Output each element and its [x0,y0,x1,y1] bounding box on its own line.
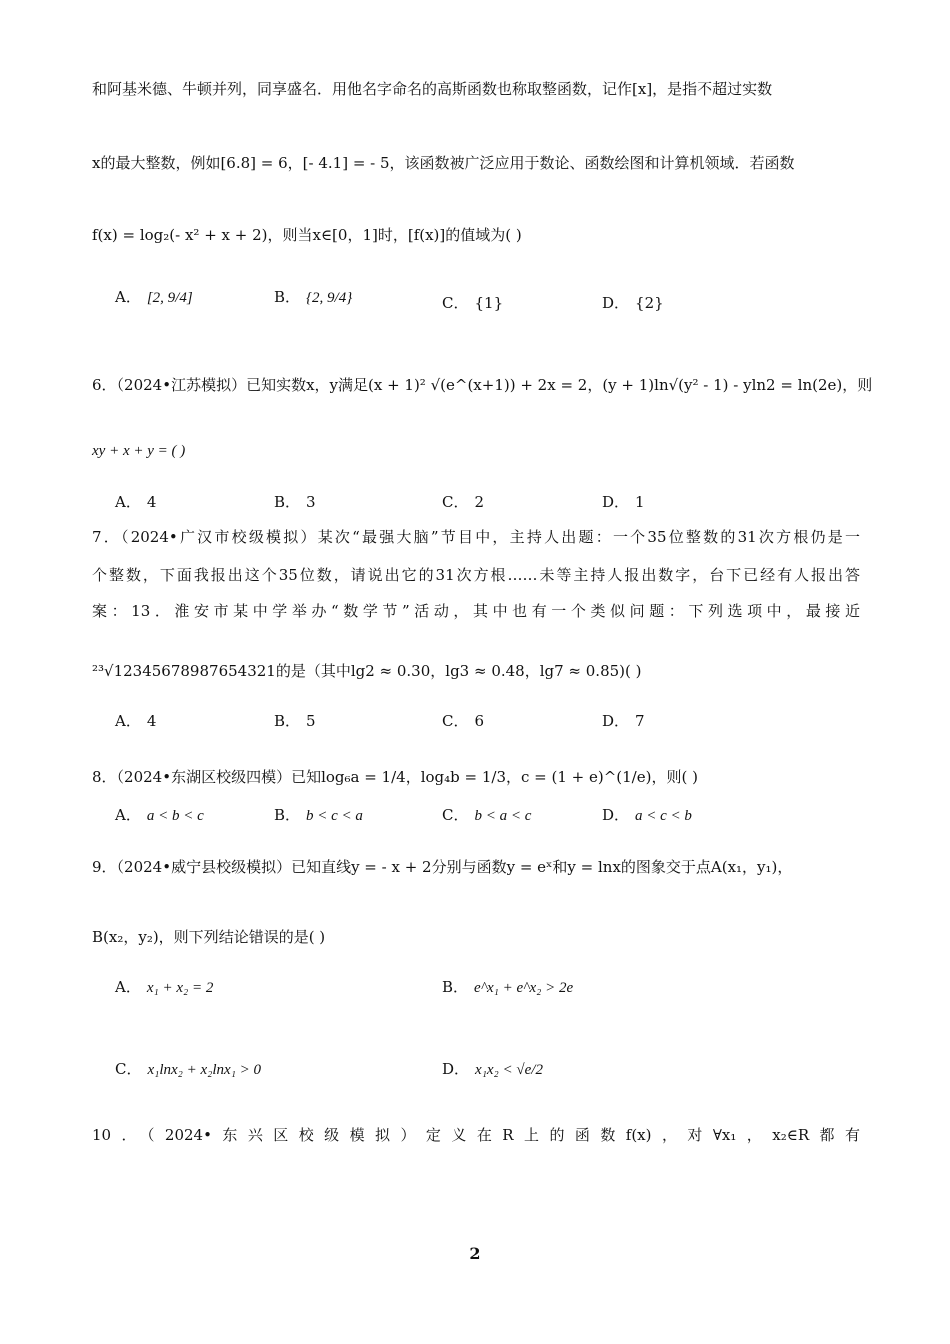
q7-stem-line-1: 7．（2024•广汉市校级模拟）某次“最强大脑”节目中，主持人出题：一个35位整数的31次方根仍是一 [92,528,860,546]
q9-stem-line-1: 9．（2024•威宁县校级模拟）已知直线y = - x + 2分别与函数y = eˣ和y = lnx的图象交于点A(x₁，y₁)， [92,858,793,876]
q5-option-c[interactable]: C． {1} [442,294,504,312]
q6-option-c[interactable]: C． 2 [442,493,485,511]
q8-option-b[interactable]: B． b < c < a [274,806,363,824]
q8-option-d[interactable]: D． a < c < b [602,806,692,824]
q8-option-c[interactable]: C． b < a < c [442,806,532,824]
q6-stem-line-2: xy + x + y = ( ) [92,443,186,459]
q10-stem-line-1: 10．（2024•东兴区校级模拟）定义在R上的函数f(x)，对∀x₁，x₂∈R都有 [92,1126,860,1144]
q8-option-a[interactable]: A． a < b < c [115,806,204,824]
q5-text-line-3: f(x) = log₂(- x² + x + 2)，则当x∈[0，1]时，[f(x)]的值域为( ) [92,226,522,244]
q7-stem-line-4: ²³√12345678987654321的是（其中lg2 ≈ 0.30，lg3 ≈ 0.48，lg7 ≈ 0.85)( ) [92,662,642,680]
q8-stem-line-1: 8．（2024•东湖区校级四模）已知log₆a = 1/4，log₄b = 1/3，c = (1 + e)^(1/e)，则( ) [92,768,698,786]
q6-stem-line-1: 6．（2024•江苏模拟）已知实数x，y满足(x + 1)² √(e^(x+1)) + 2x = 2，(y + 1)ln√(y² - 1) - yln2 = ln(2e)，则 [92,376,873,394]
q9-stem-line-2: B(x₂，y₂)，则下列结论错误的是( ) [92,928,326,946]
q6-option-b[interactable]: B． 3 [274,493,316,511]
q5-option-d[interactable]: D． {2} [602,294,664,312]
q7-stem-line-2: 个整数，下面我报出这个35位数，请说出它的31次方根……未等主持人报出数字，台下已经有人报出答 [92,566,860,584]
q5-text-line-2: x的最大整数，例如[6.8] = 6，[- 4.1] = - 5，该函数被广泛应用于数论、函数绘图和计算机领域．若函数 [92,154,795,172]
page-number: 2 [469,1244,481,1263]
q6-option-a[interactable]: A． 4 [115,493,157,511]
q9-option-c[interactable]: C． x₁lnx₂ + x₂lnx₁ > 0 [115,1060,262,1078]
q7-option-c[interactable]: C． 6 [442,712,485,730]
q6-option-d[interactable]: D． 1 [602,493,645,511]
q7-stem-line-3: 案：13．淮安市某中学举办“数学节”活动，其中也有一个类似问题：下列选项中，最接近 [92,602,860,620]
q5-option-b[interactable]: B． {2, 9/4} [274,288,353,306]
q7-option-b[interactable]: B． 5 [274,712,316,730]
q9-option-a[interactable]: A． x₁ + x₂ = 2 [115,978,214,996]
q7-option-d[interactable]: D． 7 [602,712,645,730]
q5-option-a[interactable]: A． [2, 9/4] [115,288,193,306]
q9-option-d[interactable]: D． x₁x₂ < √e/2 [442,1060,543,1078]
q5-text-line-1: 和阿基米德、牛顿并列，同享盛名．用他名字命名的高斯函数也称取整函数，记作[x]，是指不超过实数 [92,80,773,98]
q9-option-b[interactable]: B． e^x₁ + e^x₂ > 2e [442,978,574,996]
q7-option-a[interactable]: A． 4 [115,712,157,730]
